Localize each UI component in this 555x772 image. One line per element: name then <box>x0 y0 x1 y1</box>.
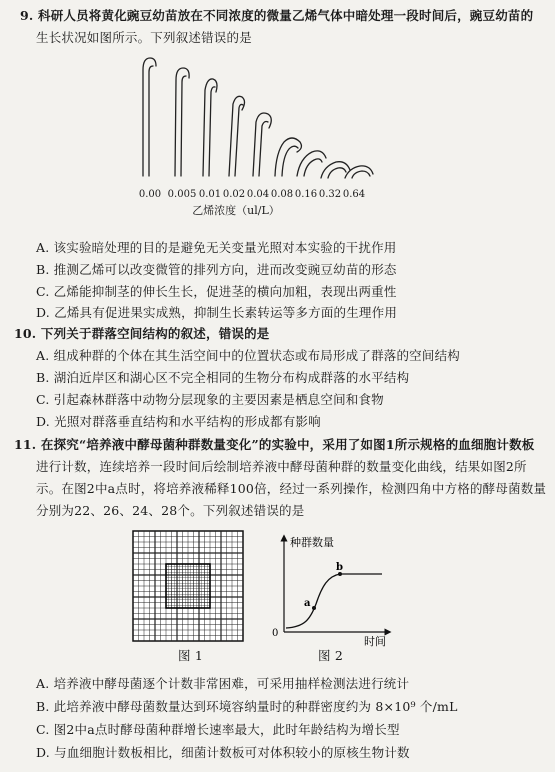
q9-stem-line1: 9. 科研人员将黄化豌豆幼苗放在不同浓度的微量乙烯气体中暗处理一段时间后，豌豆幼苗的 <box>20 8 534 23</box>
fig2-point-a: a <box>304 598 311 609</box>
q10-option-b: B. 湖泊近岸区和湖心区不完全相同的生物分布构成群落的水平结构 <box>36 370 410 385</box>
q11-option-c: C. 图2中a点时酵母菌种群增长速率最大，此时年龄结构为增长型 <box>36 722 400 737</box>
fig2-point-b: b <box>336 562 343 573</box>
growth-curve-figure <box>270 528 400 648</box>
fig2-x-label: 时间 <box>364 635 386 648</box>
q9-option-d: D. 乙烯具有促进果实成熟，抑制生长素转运等多方面的生理作用 <box>36 305 398 320</box>
q10-option-a: A. 组成种群的个体在其生活空间中的位置状态或布局形成了群落的空间结构 <box>36 348 460 363</box>
conc-label-2: 0.01 <box>198 189 222 200</box>
conc-label-7: 0.32 <box>318 189 342 200</box>
hemocytometer-grid-figure <box>132 530 244 642</box>
q9-stem-line2: 生长状况如图所示。下列叙述错误的是 <box>36 30 252 45</box>
fig1-caption: 图 1 <box>178 648 204 663</box>
q9-option-a: A. 该实验暗处理的目的是避免无关变量光照对本实验的干扰作用 <box>36 240 397 255</box>
q9-option-b: B. 推测乙烯可以改变微管的排列方向，进而改变豌豆幼苗的形态 <box>36 262 397 277</box>
fig2-origin: 0 <box>272 628 279 639</box>
q11-stem-line1: 11. 在探究“培养液中酵母菌种群数量变化”的实验中，采用了如图1所示规格的血细胞计数板 <box>14 437 535 452</box>
conc-label-6: 0.16 <box>294 189 318 200</box>
conc-label-1: 0.005 <box>167 189 197 200</box>
q11-stem-line2: 进行计数，连续培养一段时间后绘制培养液中酵母菌种群的数量变化曲线，结果如图2所 <box>36 459 527 474</box>
conc-axis-label: 乙烯浓度（ul/L） <box>192 204 280 217</box>
conc-label-8: 0.64 <box>342 189 366 200</box>
conc-label-3: 0.02 <box>222 189 246 200</box>
q11-stem-line4: 分别为22、26、24、28个。下列叙述错误的是 <box>36 503 305 518</box>
q11-stem-line3: 示。在图2中a点时，将培养液稀释100倍，经过一系列操作，检测四角中方格的酵母菌数量 <box>36 481 547 496</box>
conc-label-5: 0.08 <box>270 189 294 200</box>
fig2-y-label: 种群数量 <box>290 536 334 549</box>
q10-option-d: D. 光照对群落垂直结构和水平结构的形成都有影响 <box>36 414 321 429</box>
q10-stem: 10. 下列关于群落空间结构的叙述，错误的是 <box>14 326 270 341</box>
q10-option-c: C. 引起森林群落中动物分层现象的主要因素是栖息空间和食物 <box>36 392 384 407</box>
q9-option-c: C. 乙烯能抑制茎的伸长生长，促进茎的横向加粗，表现出两重性 <box>36 284 397 299</box>
fig2-caption: 图 2 <box>318 648 344 663</box>
conc-label-4: 0.04 <box>246 189 270 200</box>
q11-option-a: A. 培养液中酵母菌逐个计数非常困难，可采用抽样检测法进行统计 <box>36 676 410 691</box>
seedling-figure <box>0 48 555 228</box>
q11-option-d: D. 与血细胞计数板相比，细菌计数板可对体积较小的原核生物计数 <box>36 745 410 760</box>
conc-label-0: 0.00 <box>138 189 162 200</box>
q11-option-b: B. 此培养液中酵母菌数量达到环境容纳量时的种群密度约为 8×10⁹ 个/mL <box>36 699 458 714</box>
